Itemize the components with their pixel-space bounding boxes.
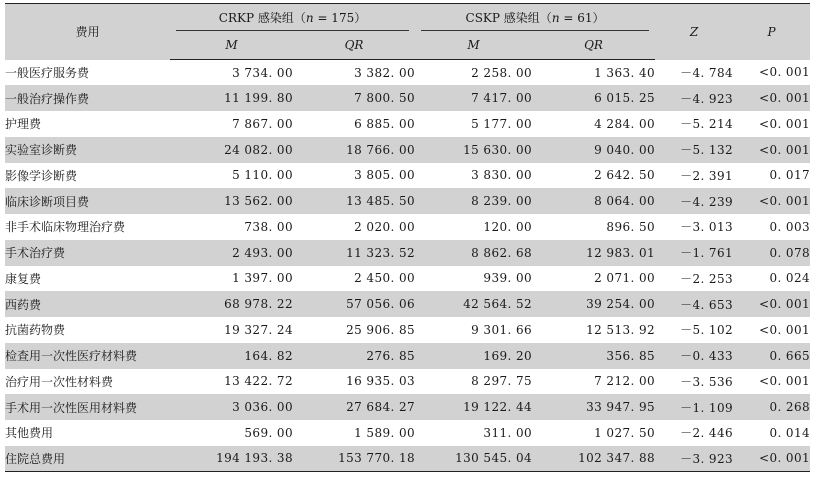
cskp-qr-cell: 2 071. 00 <box>594 271 656 286</box>
cskp-median-cell: 311. 00 <box>483 425 533 440</box>
cost-item-name: 抗菌药物费 <box>5 323 66 338</box>
z-value-cell: －1. 761 <box>680 246 734 261</box>
p-value-cell: <0. 001 <box>759 297 811 312</box>
table-row <box>5 240 810 266</box>
cost-item-name: 手术用一次性医用材料费 <box>5 400 138 415</box>
cskp-paren-open: （ <box>539 10 552 25</box>
z-value-cell: －3. 536 <box>680 374 734 389</box>
crkp-median-cell: 3 036. 00 <box>232 400 293 415</box>
z-value-cell: －4. 923 <box>680 91 734 106</box>
table-row <box>5 214 810 240</box>
cost-item-name: 一般治疗操作费 <box>5 91 90 106</box>
cskp-median-cell: 120. 00 <box>483 219 533 234</box>
crkp-median-cell: 194 193. 38 <box>170 446 293 472</box>
crkp-median-cell: 19 327. 24 <box>224 322 293 337</box>
p-value-cell: 0. 003 <box>769 219 811 234</box>
z-value-cell: －5. 214 <box>680 117 734 132</box>
crkp-median-cell: 11 199. 80 <box>224 91 293 106</box>
cskp-median-cell: 8 862. 68 <box>471 245 533 260</box>
cskp-median-cell: 8 297. 75 <box>471 374 533 389</box>
crkp-qr-cell: 6 885. 00 <box>354 116 416 131</box>
z-header: Z <box>655 4 733 60</box>
crkp-median-cell: 68 978. 22 <box>224 297 293 312</box>
cskp-qr-header: QR <box>532 31 655 60</box>
cskp-qr-cell: 7 212. 00 <box>594 374 656 389</box>
z-value-cell: －2. 253 <box>680 271 734 286</box>
cost-item-name: 检查用一次性医疗材料费 <box>5 349 138 364</box>
cost-item-name: 康复费 <box>5 271 42 286</box>
crkp-median-cell: 1 397. 00 <box>232 271 293 286</box>
z-value-cell: －5. 102 <box>680 323 734 338</box>
p-header: P <box>733 4 810 60</box>
cskp-median-cell: 169. 20 <box>483 348 533 363</box>
cskp-n-value: = 61） <box>559 10 605 25</box>
cskp-median-cell: 8 239. 00 <box>471 194 533 209</box>
cskp-median-cell: 7 417. 00 <box>471 91 533 106</box>
cskp-median-cell: 15 630. 00 <box>463 142 533 157</box>
cskp-qr-cell: 1 363. 40 <box>594 65 656 80</box>
cost-item-name: 手术治疗费 <box>5 246 66 261</box>
cost-item-name: 非手术临床物理治疗费 <box>5 220 126 235</box>
cskp-median-cell: 42 564. 52 <box>463 297 533 312</box>
crkp-qr-cell: 153 770. 18 <box>293 446 415 472</box>
table-row <box>5 343 810 369</box>
cskp-qr-cell: 33 947. 95 <box>586 400 656 415</box>
cskp-qr-cell: 8 064. 00 <box>594 194 656 209</box>
cskp-qr-cell: 2 642. 50 <box>594 168 656 183</box>
table-body <box>5 60 810 472</box>
p-value-cell: 0. 017 <box>769 168 811 183</box>
table-row <box>5 60 810 86</box>
p-value-cell: <0. 001 <box>759 65 811 80</box>
cskp-qr-cell: 12 983. 01 <box>586 245 656 260</box>
z-value-cell: －2. 391 <box>680 168 734 183</box>
table-row <box>5 369 810 395</box>
crkp-qr-cell: 3 382. 00 <box>354 65 416 80</box>
crkp-qr-cell: 2 020. 00 <box>354 219 416 234</box>
cskp-qr-cell: 356. 85 <box>606 348 656 363</box>
crkp-median-cell: 164. 82 <box>244 348 293 363</box>
table-row <box>5 420 810 446</box>
cskp-median-cell: 130 545. 04 <box>415 446 532 472</box>
cost-item-name: 一般医疗服务费 <box>5 65 90 80</box>
z-value-cell: －2. 446 <box>680 426 734 441</box>
p-value-cell: 0. 014 <box>769 425 811 440</box>
z-value-cell: －3. 013 <box>680 220 734 235</box>
cskp-qr-cell: 12 513. 92 <box>586 322 656 337</box>
cskp-group-name: CSKP 感染组 <box>465 10 540 25</box>
crkp-n-value: = 175） <box>313 10 367 25</box>
crkp-median-cell: 13 422. 72 <box>224 374 293 389</box>
z-value-cell: －5. 132 <box>680 143 734 158</box>
cost-item-name: 临床诊断项目费 <box>5 194 90 209</box>
p-value-cell: <0. 001 <box>759 374 811 389</box>
crkp-qr-cell: 2 450. 00 <box>354 271 416 286</box>
cskp-qr-cell: 102 347. 88 <box>532 446 655 472</box>
z-value-cell: －0. 433 <box>680 349 734 364</box>
cost-item-name: 其他费用 <box>5 426 54 441</box>
z-value-cell: －4. 784 <box>680 65 734 80</box>
cost-item-name: 西药费 <box>5 297 42 312</box>
crkp-median-cell: 738. 00 <box>244 219 293 234</box>
cost-item-name: 治疗用一次性材料费 <box>5 374 114 389</box>
crkp-median-cell: 2 493. 00 <box>232 245 293 260</box>
cost-item-name: 影像学诊断费 <box>5 168 78 183</box>
cost-header: 费用 <box>5 4 170 60</box>
crkp-median-cell: 7 867. 00 <box>232 116 293 131</box>
cskp-median-cell: 5 177. 00 <box>471 116 533 131</box>
cost-comparison-table <box>5 3 810 472</box>
cost-item-name: 护理费 <box>5 117 42 132</box>
crkp-qr-cell: 18 766. 00 <box>346 142 416 157</box>
crkp-group-rule <box>176 30 409 31</box>
crkp-qr-cell: 27 684. 27 <box>346 400 416 415</box>
crkp-qr-cell: 11 323. 52 <box>346 245 416 260</box>
table-row <box>5 446 810 472</box>
table-row <box>5 111 810 137</box>
p-value-cell: <0. 001 <box>733 446 810 472</box>
table-row <box>5 188 810 214</box>
cskp-qr-cell: 39 254. 00 <box>586 297 656 312</box>
cskp-median-cell: 939. 00 <box>483 271 533 286</box>
cskp-group-header <box>415 4 655 31</box>
cskp-qr-cell: 9 040. 00 <box>594 142 656 157</box>
cskp-qr-cell: 1 027. 50 <box>594 425 656 440</box>
crkp-qr-cell: 3 805. 00 <box>354 168 416 183</box>
crkp-qr-cell: 25 906. 85 <box>346 322 416 337</box>
p-value-cell: <0. 001 <box>759 194 811 209</box>
cskp-qr-cell: 4 284. 00 <box>594 116 656 131</box>
crkp-group-name: CRKP 感染组 <box>218 10 294 25</box>
table-row <box>5 291 810 317</box>
cost-item-name: 实验室诊断费 <box>5 143 78 158</box>
table-row <box>5 266 810 292</box>
p-value-cell: <0. 001 <box>759 91 811 106</box>
cskp-group-rule <box>421 30 649 31</box>
cost-item-name: 住院总费用 <box>5 446 170 472</box>
crkp-median-cell: 569. 00 <box>244 425 293 440</box>
p-value-cell: 0. 665 <box>769 348 811 363</box>
header-row-top <box>5 4 810 31</box>
table-row <box>5 137 810 163</box>
z-value-cell: －4. 653 <box>680 297 734 312</box>
crkp-qr-cell: 7 800. 50 <box>354 91 416 106</box>
cskp-qr-cell: 6 015. 25 <box>594 91 656 106</box>
crkp-qr-cell: 57 056. 06 <box>346 297 416 312</box>
p-value-cell: <0. 001 <box>759 116 811 131</box>
p-value-cell: <0. 001 <box>759 142 811 157</box>
crkp-qr-cell: 276. 85 <box>366 348 416 363</box>
table-row <box>5 163 810 189</box>
table-row <box>5 85 810 111</box>
crkp-median-cell: 3 734. 00 <box>232 65 293 80</box>
crkp-n-symbol: n <box>305 10 314 25</box>
table-row <box>5 394 810 420</box>
z-value-cell: －4. 239 <box>680 194 734 209</box>
crkp-qr-header: QR <box>293 31 415 60</box>
crkp-median-cell: 13 562. 00 <box>224 194 293 209</box>
crkp-paren-open: （ <box>293 10 306 25</box>
crkp-median-cell: 24 082. 00 <box>224 142 293 157</box>
p-value-cell: 0. 268 <box>769 400 811 415</box>
table-row <box>5 317 810 343</box>
crkp-group-header <box>170 4 415 31</box>
crkp-qr-cell: 16 935. 03 <box>346 374 416 389</box>
cskp-n-symbol: n <box>551 10 560 25</box>
z-value-cell: －3. 923 <box>655 446 733 472</box>
p-value-cell: <0. 001 <box>759 322 811 337</box>
cskp-median-cell: 19 122. 44 <box>463 400 533 415</box>
cskp-qr-cell: 896. 50 <box>606 219 656 234</box>
p-value-cell: 0. 078 <box>769 245 811 260</box>
crkp-median-cell: 5 110. 00 <box>232 168 293 183</box>
cskp-median-cell: 9 301. 66 <box>471 322 533 337</box>
z-value-cell: －1. 109 <box>680 400 734 415</box>
p-value-cell: 0. 024 <box>769 271 811 286</box>
cskp-median-cell: 3 830. 00 <box>471 168 533 183</box>
cskp-m-header: M <box>415 31 532 60</box>
crkp-qr-cell: 1 589. 00 <box>354 425 416 440</box>
crkp-qr-cell: 13 485. 50 <box>346 194 416 209</box>
crkp-m-header: M <box>170 31 293 60</box>
cskp-median-cell: 2 258. 00 <box>471 65 533 80</box>
